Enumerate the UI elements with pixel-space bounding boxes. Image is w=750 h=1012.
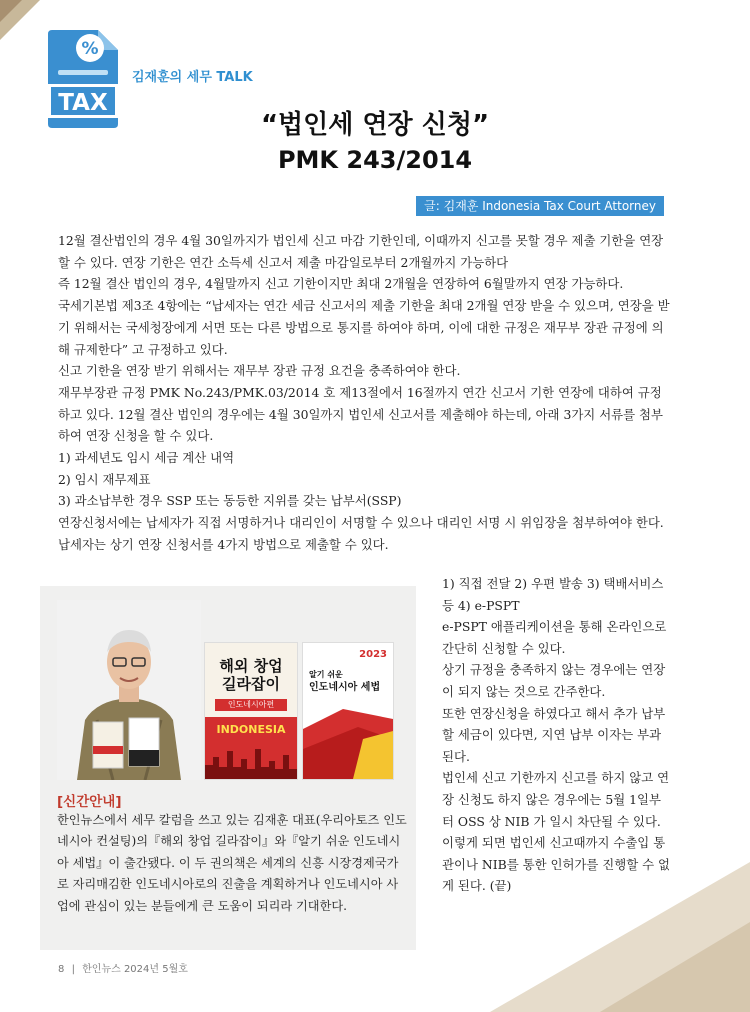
body-paragraph: 납세자는 상기 연장 신청서를 4가지 방법으로 제출할 수 있다. [58,536,389,552]
corner-decoration-top-left-inner [0,0,22,22]
promo-title: [신간안내] [57,794,122,810]
book1-banner: INDONESIA [216,723,286,736]
body-paragraph: 국세기본법 제3조 4항에는 “납세자는 연간 세금 신고서의 제출 기한을 최대 2개월 연장 받을 수 있으며, 연장을 받기 위해서는 국세청장에게 서면 또는 다른 방법으로 통지를 하여야 하며, 이에 대한 규정은 재무부 장관 규정에 의해 규제한다” 고 규정하고 있다. [58,298,670,357]
percent-symbol: % [81,39,99,59]
book-cover-overseas-startup [204,642,298,780]
body-paragraph: 연장신청서에는 납세자가 직접 서명하거나 대리인이 서명할 수 있으나 대리인 서명 시 위임장을 첨부하여야 한다. [58,515,664,531]
body-paragraph: 상기 규정을 충족하지 않는 경우에는 연장이 되지 않는 것으로 간주한다. [442,662,666,699]
body-list-item: 2) 임시 재무제표 [58,471,151,487]
tax-logo-text: TAX [58,90,108,116]
new-book-promo [40,586,416,950]
body-paragraph: 신고 기한을 연장 받기 위해서는 재무부 장관 규정 요건을 충족하여야 한다. [58,363,461,379]
section-label: 김재훈의 세무 TALK [132,70,253,85]
author-photo [57,600,201,780]
article-title: “법인세 연장 신청” [260,110,490,140]
corner-decoration-bottom-right-inner [600,922,750,1012]
skyline-silhouette-icon [205,745,297,779]
article-subtitle: PMK 243/2014 [277,146,473,174]
book2-year: 2023 [359,649,387,660]
promo-text: 한인뉴스에서 세무 칼럼을 쓰고 있는 김재훈 대표(우리아토즈 인도네시아 컨설팅)의『해외 창업 길라잡이』와『알기 쉬운 인도네시아 세법』이 출간됐다. 이 두 권의책은 세계의 신흥 시장경제국가로 자리매김한 인도네시아로의 진출을 계획하거나 인도네시아 사업에 관심이 있는 분들에게 큰 도움이 되리라 기대한다. [57,813,407,913]
body-list-item: 3) 과소납부한 경우 SSP 또는 동등한 지위를 갖는 납부서(SSP) [58,493,402,509]
body-list-item: 1) 과세년도 임시 세금 계산 내역 [58,450,235,466]
page-footer [58,960,192,975]
book1-title-line1: 해외 창업 [219,657,283,675]
book1-subtitle: 인도네시아편 [215,699,287,711]
article-body-right-column [442,573,672,897]
book2-title-line1: 알기 쉬운 [309,670,343,679]
book-cover-indonesia-tax [302,642,394,780]
body-paragraph: e-PSPT 애플리케이션을 통해 온라인으로 간단히 신청할 수 있다. [442,619,667,656]
body-paragraph: 1) 직접 전달 2) 우편 발송 3) 택배서비스 등 4) e-PSPT [442,576,664,613]
body-paragraph: 12월 결산법인의 경우 4월 30일까지가 법인세 신고 마감 기한인데, 이때까지 신고를 못할 경우 제출 기한을 연장할 수 있다. 연장 기한은 연간 소득세 신고서 제출 마감일로부터 2개월까지 가능하다 [58,233,664,270]
book1-title-line2: 길라잡이 [222,675,280,693]
book2-title-line2: 인도네시아 세법 [309,682,381,693]
footer-separator: | [71,964,75,975]
publication-name: 한인뉴스 2024년 5월호 [82,964,188,975]
body-paragraph: 법인세 신고 기한까지 신고를 하지 않고 연장 신청도 하지 않은 경우에는 5월 1일부터 OSS 상 NIB 가 일시 차단될 수 있다. 이렇게 되면 법인세 신고때까지 수출입 통관이나 NIB를 통한 인허가를 진행할 수 없게 된다. (끝) [442,770,671,894]
book2-cover-art [303,709,393,779]
body-paragraph: 재무부장관 규정 PMK No.243/PMK.03/2014 호 제13절에서 16절까지 연간 신고서 기한 연장에 대하여 규정하고 있다. 12월 결산 법인의 경우에는 4월 30일까지 법인세 신고서를 제출해야 하는데, 아래 3가지 서류를 첨부하여 연장 신청을 할 수 있다. [58,384,663,444]
page-number: 8 [58,964,65,975]
article-body [58,230,672,556]
body-paragraph: 또한 연장신청을 하였다고 해서 추가 납부할 세금이 있다면, 지연 납부 이자는 부과된다. [442,705,666,764]
body-paragraph: 즉 12월 결산 법인의 경우, 4월말까지 신고 기한이지만 최대 2개월을 연장하여 6월말까지 연장 가능하다. [58,276,624,292]
author-byline: 글: 김재훈 Indonesia Tax Court Attorney [416,196,664,216]
